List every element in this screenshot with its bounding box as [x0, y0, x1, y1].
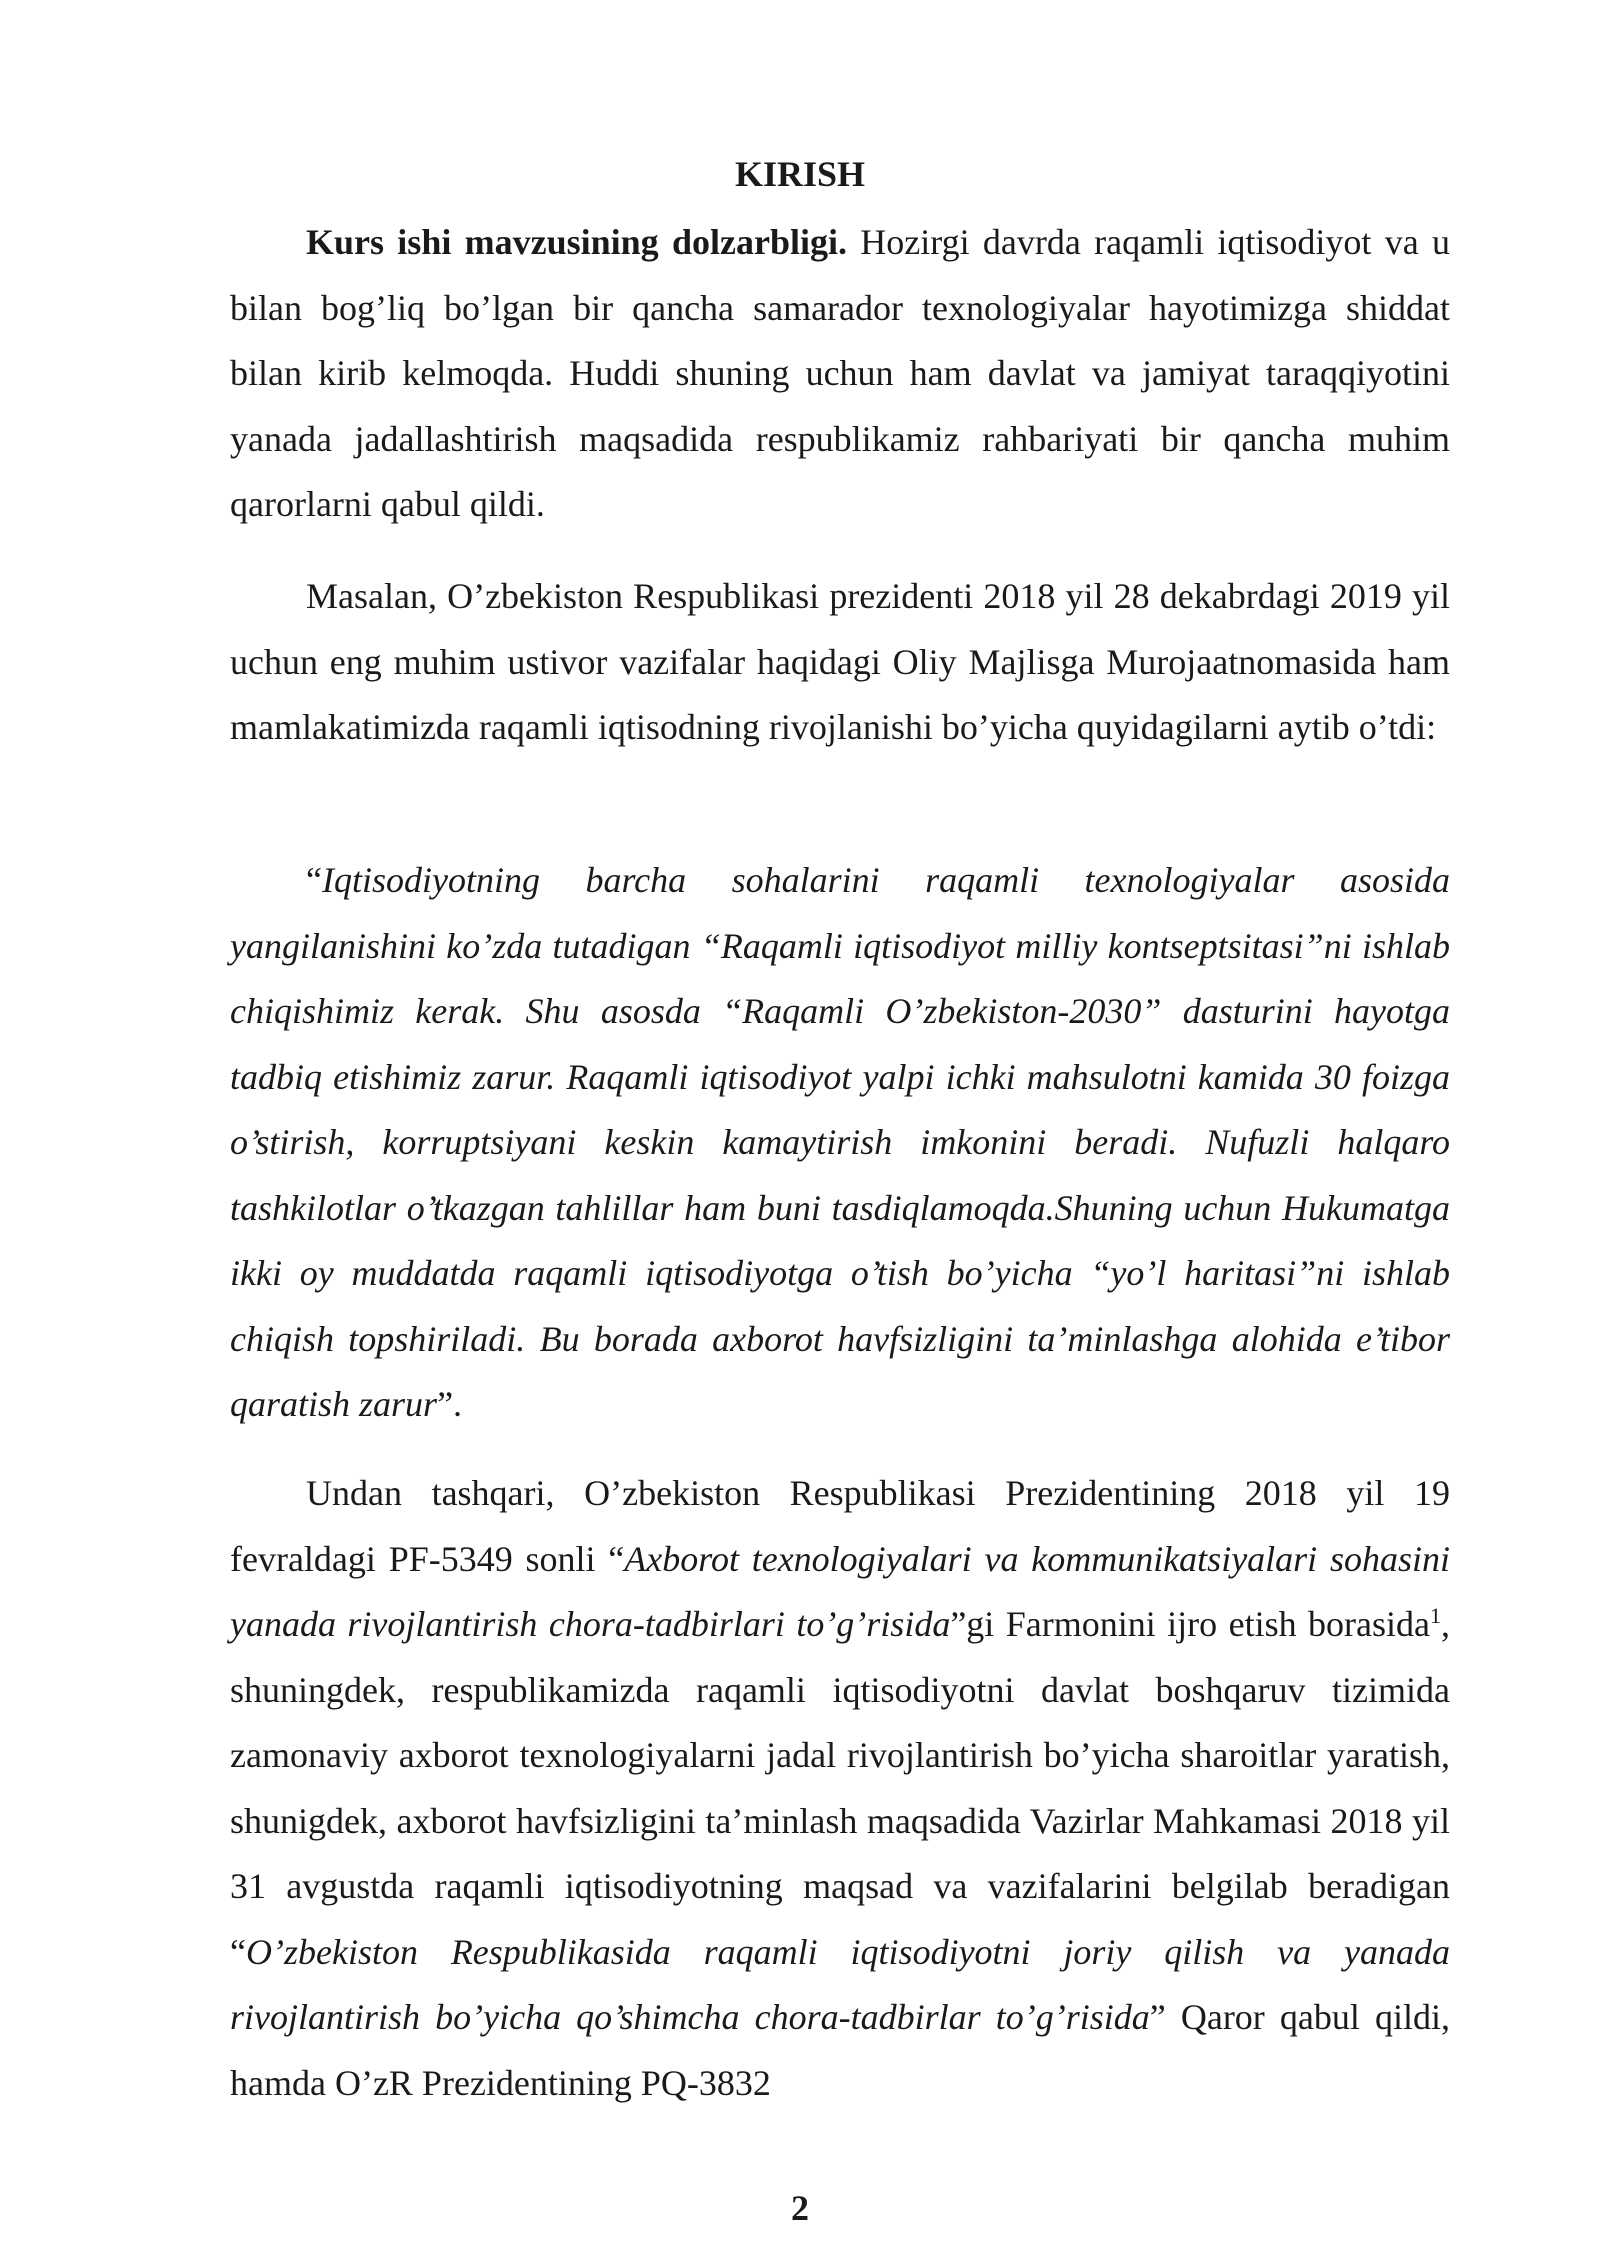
paragraph-text: Masalan, O’zbekiston Respublikasi prezidenti 2018 yil 28 dekabrdagi 2019 yil uchun eng muhim ustivor vazifalar haqidagi Oliy Majlisga Murojaatnomasida ham mamlakatimizda raqamli iqtisodning rivojlanishi bo’yicha quyidagilarni aytib o’tdi:	[230, 576, 1450, 747]
decree-title-italic: Axborot texnologiyalari va kommunikatsiyalari sohasini yanada rivojlantirish chora-tadbirlari to’g’risida	[230, 1538, 1450, 1644]
page-number: 2	[791, 2188, 809, 2228]
footnote-reference[interactable]: 1	[1430, 1603, 1441, 1628]
quotation-text: Iqtisodiyotning barcha sohalarini raqamli texnologiyalar asosida yangilanishini ko’zda tutadigan “Raqamli iqtisodiyot milliy kontseptsitasi”ni ishlab chiqishimiz kerak. Shu asosda “Raqamli O’zbekiston-2030” dasturini hayotga tadbiq etishimiz zarur. Raqamli iqtisodiyot yalpi ichki mahsulotni kamida 30 foizga o’stirish, korruptsiyani keskin kamaytirish imkonini beradi. Nufuzli halqaro tashkilotlar o’tkazgan tahlillar ham buni tasdiqlamoqda.Shuning uchun Hukumatga ikki oy muddatda raqamli iqtisodiyotga o’tish bo’yicha “yo’l haritasi”ni ishlab chiqish topshiriladi. Bu borada axborot havfsizligini ta’minlashga alohida e’tibor qaratish zarur	[230, 860, 1450, 1424]
paragraph-decrees	[230, 1461, 1450, 2116]
paragraph-text: , shuningdek, respublikamizda raqamli iqtisodiyotni davlat boshqaruv tizimida zamonaviy axborot texnologiyalarni jadal rivojlantirish bo’yicha sharoitlar yaratish, shunigdek, axborot havfsizligini ta’minlash maqsadida Vazirlar Mahkamasi 2018 yil 31 avgustda raqamli iqtisodiyotning maqsad va vazifalarini belgilab beradigan “	[230, 1604, 1450, 1972]
page-title: KIRISH	[734, 154, 866, 194]
paragraph-text: Undan tashqari, O’zbekiston Respublikasi Prezidentining 2018 yil 19 fevraldagi PF-5349 sonli “	[230, 1473, 1450, 1579]
paragraph-quotation	[230, 848, 1450, 1438]
paragraph-text: Hozirgi davrda raqamli iqtisodiyot va u bilan bog’liq bo’lgan bir qancha samarador texnologiyalar hayotimizga shiddat bilan kirib kelmoqda. Huddi shuning uchun ham davlat va jamiyat taraqqiyotini yanada jadallashtirish maqsadida respublikamiz rahbariyati bir qancha muhim qarorlarni qabul qildi.	[230, 222, 1450, 524]
paragraph-text: ” Qaror qabul qildi, hamda O’zR Prezidentining PQ-3832	[230, 1997, 1450, 2103]
close-quote-mark: ”.	[437, 1384, 463, 1424]
paragraph-relevance	[230, 210, 1450, 538]
resolution-title-italic: O’zbekiston Respublikasida raqamli iqtisodiyotni joriy qilish va yanada rivojlantirish bo’yicha qo’shimcha chora-tadbirlar to’g’risida	[230, 1931, 1450, 2037]
open-quote-mark: “	[306, 860, 322, 900]
paragraph-lead: Kurs ishi mavzusining dolzarbligi.	[306, 222, 847, 262]
paragraph-text: ”gi Farmonini ijro etish borasida	[950, 1604, 1430, 1644]
paragraph-example	[230, 564, 1450, 761]
